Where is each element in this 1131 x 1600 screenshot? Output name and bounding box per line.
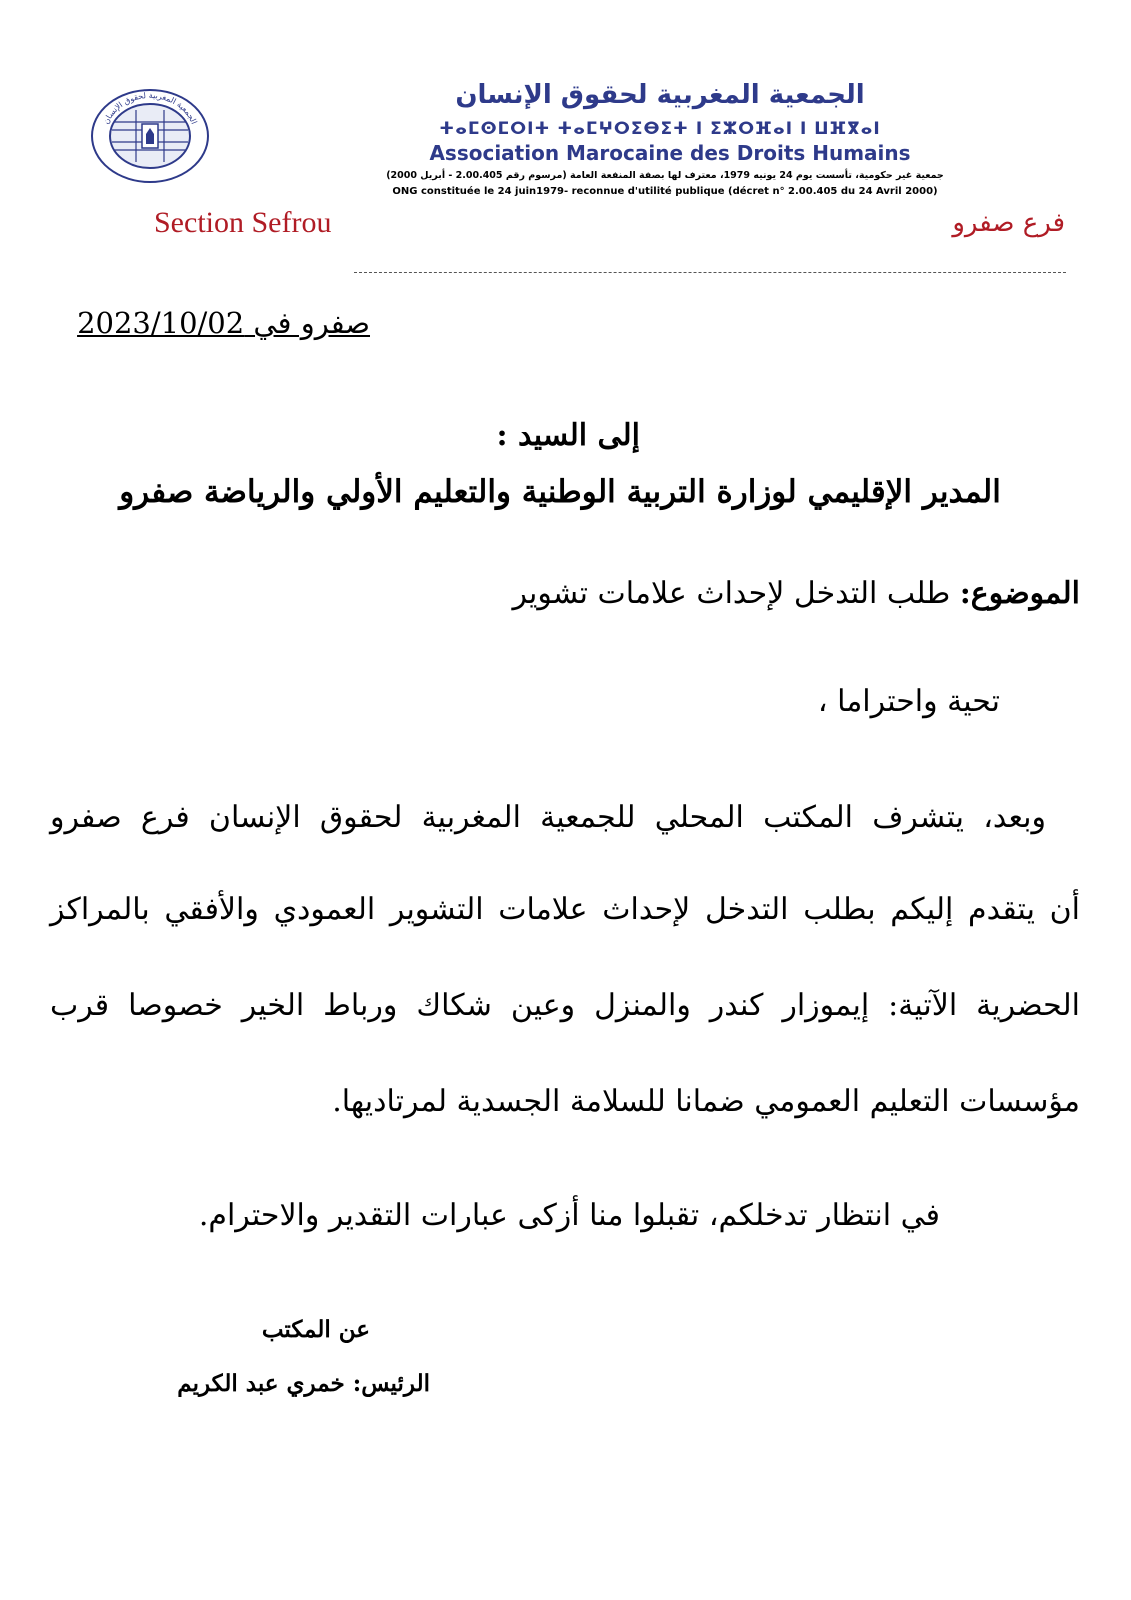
greeting: تحية واحتراما ،: [817, 684, 1000, 719]
letter-date: صفرو في 2023/10/02: [77, 306, 370, 340]
legal-status-arabic: جمعية غير حكومية، تأسست يوم 24 يونيه 1979، معترف لها بصفة المنفعة العامة (مرسوم رقم 2.00.405 - أبريل 2000): [386, 170, 944, 181]
header-divider: [354, 272, 1066, 273]
logo-arc-text: الجمعية المغربية لحقوق الإنسان: [101, 90, 199, 126]
body-line-4: مؤسسات التعليم العمومي ضمانا للسلامة الجسدية لمرتاديها.: [332, 1084, 1080, 1119]
org-name-french: Association Marocaine des Droits Humains: [429, 141, 911, 165]
amdh-logo: [84, 84, 216, 184]
section-name-french: Section Sefrou: [154, 206, 332, 239]
recipient: المدير الإقليمي لوزارة التربية الوطنية والتعليم الأولي والرياضة صفرو: [119, 474, 1001, 510]
signature-office: عن المكتب: [261, 1316, 370, 1343]
legal-status-french: ONG constituée le 24 juin1979- reconnue d'utilité publique (décret n° 2.00.405 du 24 Avril 2000): [392, 186, 938, 197]
body-line-2: أن يتقدم إليكم بطلب التدخل لإحداث علامات التشوير العمودي والأفقي بالمراكز: [50, 892, 1080, 927]
subject-line: [380, 576, 1080, 626]
signature-president: الرئيس: خمري عبد الكريم: [177, 1370, 430, 1397]
body-line-3: الحضرية الآتية: إيموزار كندر والمنزل وعين شكاك ورباط الخير خصوصا قرب: [50, 988, 1080, 1023]
addressee-label: إلى السيد :: [496, 418, 640, 453]
subject-label: الموضوع:: [959, 576, 1080, 611]
section-name-arabic: فرع صفرو: [952, 208, 1065, 238]
org-name-arabic: الجمعية المغربية لحقوق الإنسان: [455, 80, 865, 110]
subject-text: طلب التدخل لإحداث علامات تشوير: [512, 576, 960, 611]
org-name-tifinagh: ⵜⴰⵎⵙⵎⵔⵏⵜ ⵜⴰⵎⵖⵔⵉⴱⵉⵜ ⵏ ⵉⵣⵔⴼⴰⵏ ⵏ ⵡⴼⴳⴰⵏ: [439, 119, 881, 139]
closing-line: في انتظار تدخلكم، تقبلوا منا أزكى عبارات التقدير والاحترام.: [198, 1198, 940, 1233]
body-line-1: وبعد، يتشرف المكتب المحلي للجمعية المغربية لحقوق الإنسان فرع صفرو: [50, 800, 1046, 835]
